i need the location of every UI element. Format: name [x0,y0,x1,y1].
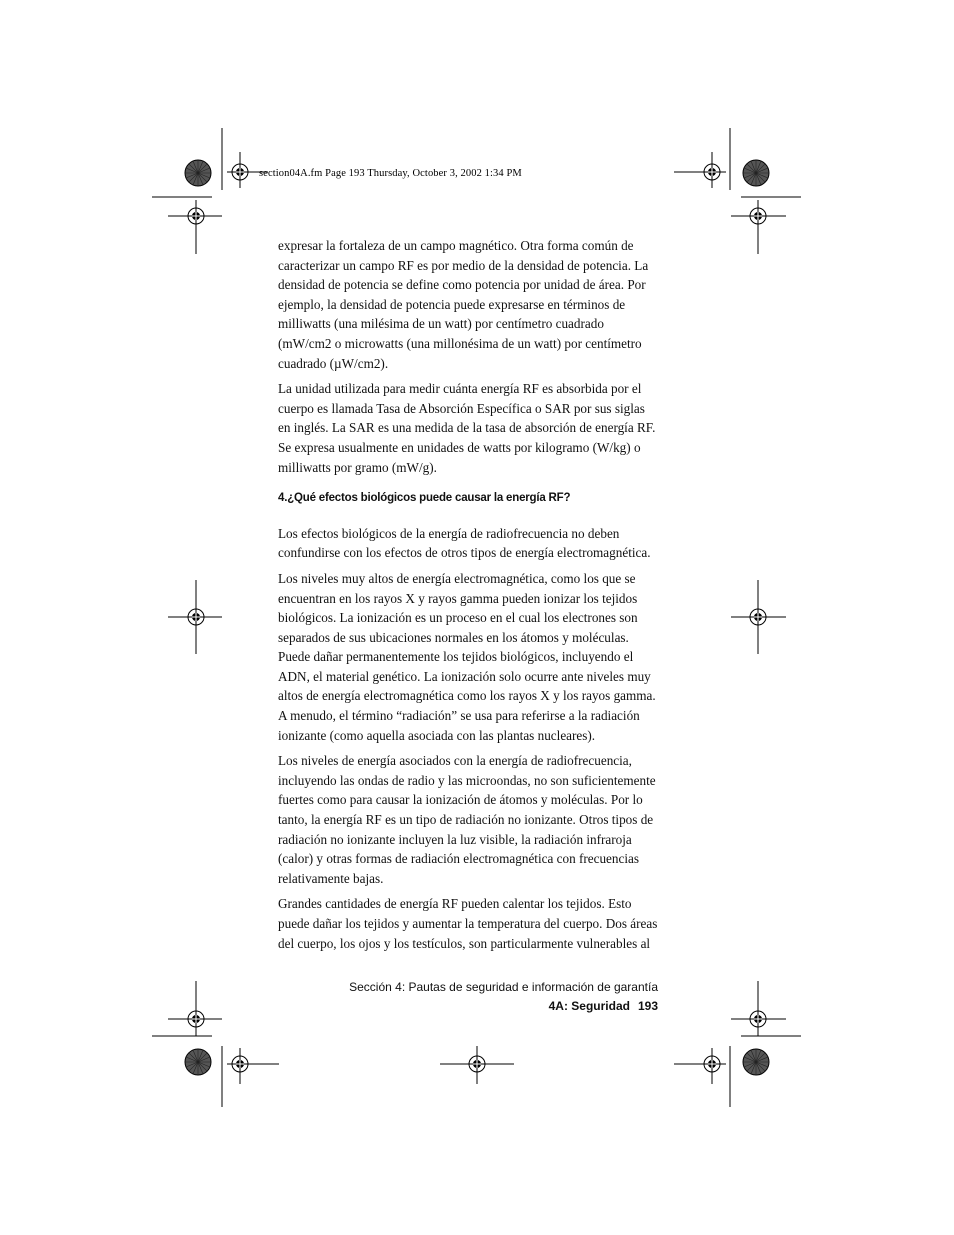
paragraph: Los efectos biológicos de la energía de radiofrecuencia no deben confundirse con los efectos de otros tipos de energía electromagnética. [278,525,651,561]
footer-chapter-title: Sección 4: Pautas de seguridad e información de garantía [349,980,658,994]
page-number: 193 [637,999,658,1013]
star-target-icon [743,1049,769,1075]
paragraph: expresar la fortaleza de un campo magnético. Otra forma común de caracterizar un campo RF es por medio de la densidad de potencia. La densidad de potencia se define como potencia por unidad de área. Por ejemplo, la densidad de potencia puede expresarse en términos de milliwatts (una milésima de un watt) por centímetro cuadrado (mW/cm2 o microwatts (una millonésima de un watt) por centímetro cuadrado (µW/cm2). [278,238,649,371]
page-footer [349,978,658,1016]
star-target-icon [743,160,769,186]
paragraph: Los niveles de energía asociados con la energía de radiofrecuencia, incluyendo las ondas de radio y las microondas, no son suficientemente fuertes como para causar la ionización de átomos y moléculas. Por lo tanto, la energía RF es un tipo de radiación no ionizante. Otros tipos de radiación no ionizante incluyen la luz visible, la radiación infraroja (calor) y otras formas de radiación electromagnética con frecuencias relativamente bajas. [278,753,656,886]
paragraph: Los niveles muy altos de energía electromagnética, como los que se encuentran en los rayos X y rayos gamma pueden ionizar los tejidos biológicos. La ionización es un proceso en el cual los electrones son separados de sus ubicaciones normales en los átomos y moléculas. Puede dañar permanentemente los tejidos biológicos, incluyendo el ADN, el material genético. La ionización solo ocurre ante niveles muy altos de energía electromagnética como los rayos X y los rayos gamma. A menudo, el término “radiación” se usa para referirse a la radiación ionizante (como aquella asociada con las plantas nucleares). [278,570,656,743]
file-slug: section04A.fm Page 193 Thursday, October 3, 2002 1:34 PM [259,168,522,179]
page-body [278,236,658,959]
paragraph: La unidad utilizada para medir cuánta energía RF es absorbida por el cuerpo es llamada Tasa de Absorción Específica o SAR por sus siglas en inglés. La SAR es una medida de la tasa de absorción de energía RF. Se expresa usualmente en unidades de watts por kilogramo (W/kg) o milliwatts por gramo (mW/g). [278,381,656,475]
footer-section [349,997,658,1016]
paragraph: Grandes cantidades de energía RF pueden calentar los tejidos. Esto puede dañar los tejidos y aumentar la temperatura del cuerpo. Dos áreas del cuerpo, los ojos y los testículos, son particularmente vulnerables al [278,896,658,951]
section-heading: 4.¿Qué efectos biológicos puede causar la energía RF? [278,492,571,505]
footer-section-label: 4A: Seguridad [548,999,630,1013]
star-target-icon [185,160,211,186]
star-target-icon [185,1049,211,1075]
